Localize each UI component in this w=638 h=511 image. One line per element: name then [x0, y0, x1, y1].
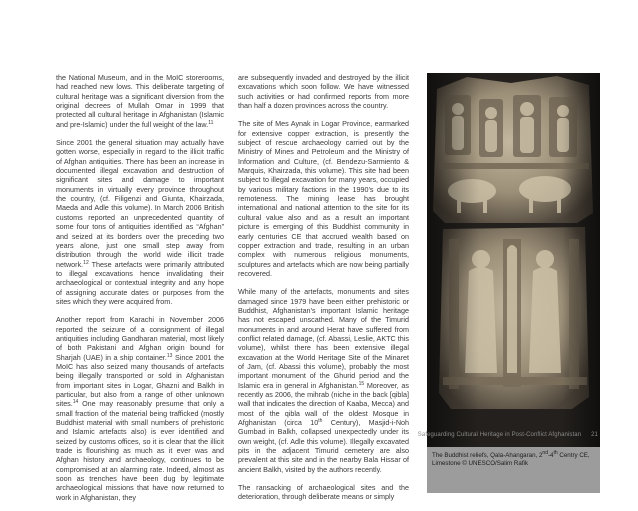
text-column-middle	[238, 73, 409, 511]
footnote-ref: 14	[72, 399, 79, 406]
figure-caption	[427, 447, 600, 493]
ordinal-suffix: th	[318, 418, 323, 425]
page-footer	[418, 432, 598, 438]
caption-credit: Limestone © UNESCO/Salim Rafik	[432, 460, 529, 468]
footnote-ref: 13	[166, 352, 173, 359]
text-column-left	[56, 73, 224, 511]
footnote-ref: 11	[208, 119, 214, 126]
caption-text: The Buddhist reliefs, Qala-Ahangaran, 2nd-4th Centry CE, Limestone © UNESCO/Salim Rafik	[432, 450, 590, 468]
paragraph: While many of the artefacts, monuments and sites damaged since 1979 have been either prehistoric or Buddhist, Afghanistan’s important Islamic heritage has not escaped unscathed. Many of the Timurid monuments in and around Herat have suffered from conflict related damage, (cf. Abassi, Leslie, AKTC this volume), whilst there has been extensive illegal excavation at the World Heritage Site of the Minaret of Jam, (cf. Abassi this volume), probably the most important monument of the Ghurid period and the Islamic era in general in Afghanistan.$^{15}$ Moreover, as recently as 2006, the mihrab (niche in the back [qibla] wall that indicates the direction of Kaaba, Mecca) and most of the qibla wall of the oldest Mosque in Afghanistan (circa 10th Century), Masjid-i-Noh Gumbad in Balkh, collapsed unexpectedly under its own weight, (cf. Adle this volume). Illegally excavated pits in the adjacent Timurid cemetery are also prevalent at this site and in the nearby Bala Hissar of ancient Balkh, visited by the authors recently.	[238, 287, 409, 474]
paragraph: Another report from Karachi in November 2006 reported the seizure of a consignment of illegal antiquities including Gandharan material, most likely of both Pakistani and Afghan origin bound for Sharjah (UAE) in a ship container.$^{13}$ Since 2001 the MoIC has also seized many thousands of artefacts being illegally transported or sold in Afghanistan from important sites in Logar, Ghazni and Balkh in particular, but also from a range of other unknown sites.$^{14}$ One may reasonably presume that only a small fraction of the material being trafficked (mostly Buddhist material with small numbers of prehistoric and Islamic artefacts also) is ever identified and seized by customs offices, so it is clear that the illicit trade is flourishing as much as it ever was and Afghan history and archaeology, continues to be compromised at an alarming rate. Indeed, almost as soon as trenches have been dug by legitimate archaeological missions that have now returned to work in Afghanistan, they	[56, 315, 224, 502]
paragraph: the National Museum, and in the MoIC storerooms, had reached new lows. This deliberate targeting of cultural heritage was a significant diversion from the original decrees of Mullah Omar in 1999 that protected all cultural heritage in Afghanistan (Islamic and pre-Islamic) under the full weight of the law.$^{11}$	[56, 73, 224, 129]
footnote-ref: 15	[358, 380, 365, 387]
paragraph: Since 2001 the general situation may actually have gotten worse, especially in regard to the illicit traffic of Afghan antiquities. There has been an increase in documented illegal excavation and destruction of significant sites and damage to important monuments in virtually every province throughout the country, (cf. Filigenzi and Giunta, Khairzada, Maeda and Adle this volume). In March 2006 British customs reported an unprecedented quantity of some four tons of antiquities identified as “Afghan” and seized at its borders over the preceding two years alone, just one small step away from distribution through the world wide illicit trade network.$^{12}$ These artefacts were primarily attributed to illegal excavations hence invalidating their archaeological or contextual integrity and any hope of assigning accurate dates or purposes from the sites which they were acquired from.	[56, 138, 224, 306]
paragraph: The ransacking of archaeological sites and the deterioration, through deliberate means or simply	[238, 483, 409, 502]
relief-photo	[427, 73, 600, 447]
figure-buddhist-reliefs	[427, 73, 600, 493]
footnote-ref: 12	[83, 259, 89, 266]
page-number: 21	[591, 432, 598, 438]
paragraph: The site of Mes Aynak in Logar Province, earmarked for extensive copper extraction, is presently the subject of rescue archaeology carried out by the Ministry of Mines and Petroleum and the Ministry of Information and Culture, (cf. Bendezu-Sarmiento & Marquis, Khairzada, this volume). This site had been subject to illegal excavation for many years, occupied by various military factions in the 1990’s due to its remoteness. The mining lease has brought international and national attention to the site for its cultural value also and as a result an important picture is emerging of this Buddhist community in early centuries CE that accrued wealth based on copper extraction and trade, resulting in an urban complex with numerous religious monuments, sculptures and artefacts which are now being partially recovered.	[238, 119, 409, 278]
running-title: Safeguarding Cultural Heritage in Post-Conflict Afghanistan	[417, 432, 582, 438]
paragraph: are subsequently invaded and destroyed by the illicit excavations which soon follow. We have witnessed such activities or had confirmed reports from more than half a dozen provinces across the country.	[238, 73, 409, 111]
